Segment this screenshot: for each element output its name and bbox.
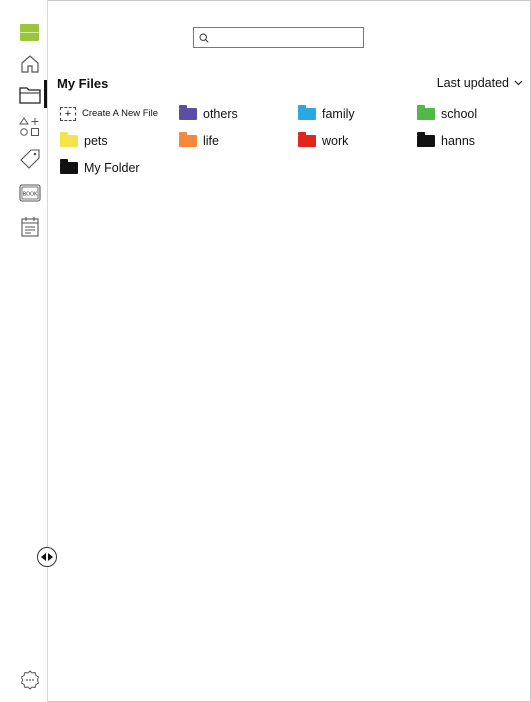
settings-icon[interactable] (19, 669, 41, 691)
folder-label: pets (84, 134, 108, 148)
sidebar (0, 0, 48, 702)
home-icon[interactable] (19, 53, 41, 75)
app-logo (20, 24, 39, 41)
folder-item[interactable] (298, 107, 355, 121)
folder-label: others (203, 107, 238, 121)
folder-icon (298, 108, 316, 120)
add-file-icon: + (60, 107, 76, 121)
search-input[interactable] (213, 31, 363, 45)
folder-label: family (322, 107, 355, 121)
folder-label: school (441, 107, 478, 121)
folder-icon (60, 162, 78, 174)
folder-item[interactable] (60, 134, 108, 148)
search-box[interactable] (193, 27, 364, 48)
folder-item[interactable] (417, 134, 475, 148)
folder-item[interactable] (417, 107, 477, 121)
sort-dropdown[interactable] (437, 76, 523, 90)
folder-item[interactable] (179, 107, 238, 121)
sort-label: Last updated (436, 76, 509, 90)
folder-item[interactable] (298, 134, 348, 148)
active-indicator (44, 80, 47, 108)
calendar-notes-icon[interactable] (19, 216, 41, 238)
search-icon (199, 33, 209, 43)
folder-item[interactable] (179, 134, 219, 148)
folder-icon (417, 135, 435, 147)
folder-icon[interactable] (19, 84, 41, 106)
create-file-label: Create A New File (82, 108, 159, 119)
folder-label: life (203, 134, 219, 148)
folder-label: hanns (441, 134, 476, 148)
folder-icon (298, 135, 316, 147)
shapes-icon[interactable] (19, 116, 41, 138)
folder-icon (417, 108, 435, 120)
create-new-file-button[interactable] (60, 107, 158, 121)
book-icon[interactable] (19, 182, 41, 204)
folder-label: work (322, 134, 349, 148)
left-right-arrows-icon (41, 553, 53, 561)
folder-icon (60, 135, 78, 147)
folder-item[interactable] (60, 161, 140, 175)
folder-label: My Folder (84, 161, 140, 175)
folder-icon (179, 135, 197, 147)
sidebar-collapse-toggle[interactable] (37, 547, 57, 567)
tag-icon[interactable] (19, 148, 41, 170)
svg-text:BOOK: BOOK (22, 191, 38, 198)
page-title: My Files (57, 76, 109, 91)
folder-icon (179, 108, 197, 120)
chevron-down-icon (514, 80, 523, 86)
